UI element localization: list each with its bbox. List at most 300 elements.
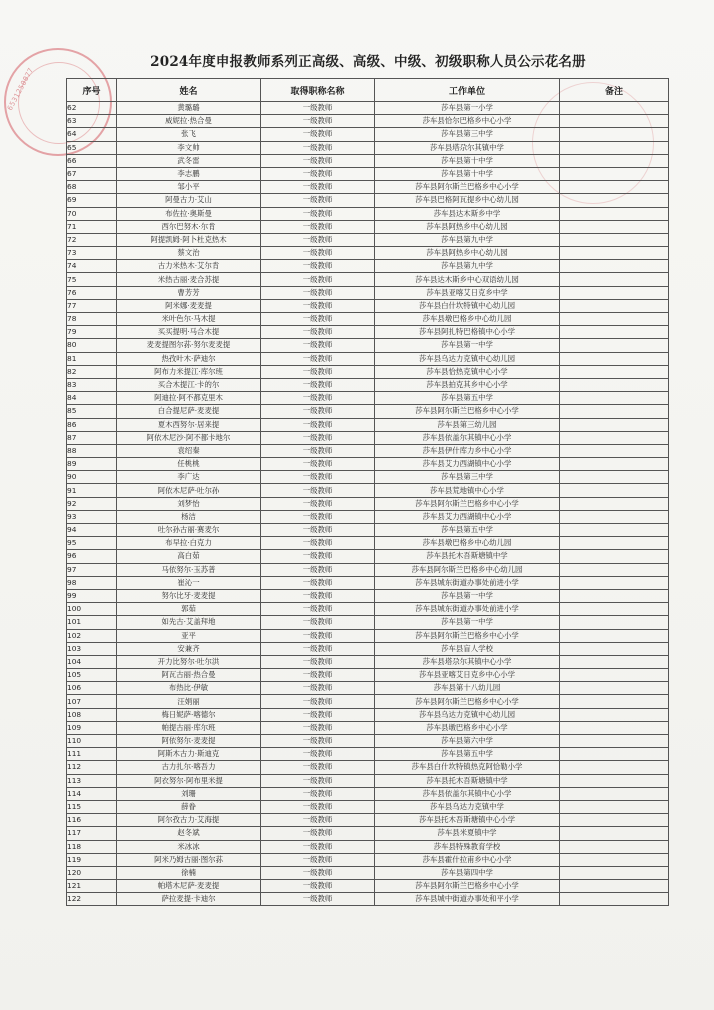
- row-unit: 莎车县城中街道办事处和平小学: [375, 893, 560, 906]
- row-number: 95: [67, 537, 117, 550]
- row-number: 76: [67, 286, 117, 299]
- row-number: 111: [67, 748, 117, 761]
- row-note: [560, 563, 669, 576]
- row-unit: 莎车县依盖尔其镇中心小学: [375, 431, 560, 444]
- table-row: [67, 603, 669, 616]
- table-row: [67, 233, 669, 246]
- row-name: 郭茹: [117, 603, 261, 616]
- table-row: [67, 814, 669, 827]
- row-title: 一级教师: [261, 761, 375, 774]
- row-number: 77: [67, 299, 117, 312]
- row-note: [560, 260, 669, 273]
- table-row: [67, 853, 669, 866]
- row-note: [560, 774, 669, 787]
- row-number: 84: [67, 392, 117, 405]
- row-name: 米冰冰: [117, 840, 261, 853]
- row-unit: 莎车县第三幼儿园: [375, 418, 560, 431]
- row-unit: 莎车县阿尔斯兰巴格乡中心小学: [375, 497, 560, 510]
- row-unit: 莎车县亚喀艾日克乡中心小学: [375, 669, 560, 682]
- table-row: [67, 141, 669, 154]
- table-row: [67, 748, 669, 761]
- table-row: [67, 497, 669, 510]
- row-title: 一级教师: [261, 352, 375, 365]
- row-number: 87: [67, 431, 117, 444]
- table-row: [67, 154, 669, 167]
- row-number: 122: [67, 893, 117, 906]
- row-number: 67: [67, 167, 117, 180]
- row-name: 如先古·艾盖拜地: [117, 616, 261, 629]
- row-note: [560, 642, 669, 655]
- table-row: [67, 392, 669, 405]
- table-row: [67, 431, 669, 444]
- table-row: [67, 800, 669, 813]
- row-name: 薛眷: [117, 800, 261, 813]
- row-number: 92: [67, 497, 117, 510]
- document-title: 2024年度申报教师系列正高级、高级、中级、初级职称人员公示花名册: [150, 54, 586, 70]
- row-note: [560, 537, 669, 550]
- row-name: 刘梦怡: [117, 497, 261, 510]
- row-name: 李广达: [117, 471, 261, 484]
- row-number: 114: [67, 787, 117, 800]
- table-row: [67, 708, 669, 721]
- row-number: 72: [67, 233, 117, 246]
- row-number: 64: [67, 128, 117, 141]
- row-number: 88: [67, 444, 117, 457]
- row-name: 武冬雷: [117, 154, 261, 167]
- row-number: 89: [67, 458, 117, 471]
- table-row: [67, 365, 669, 378]
- row-title: 一级教师: [261, 589, 375, 602]
- row-note: [560, 616, 669, 629]
- row-note: [560, 721, 669, 734]
- row-title: 一级教师: [261, 233, 375, 246]
- row-note: [560, 589, 669, 602]
- row-number: 112: [67, 761, 117, 774]
- row-title: 一级教师: [261, 484, 375, 497]
- row-title: 一级教师: [261, 167, 375, 180]
- row-note: [560, 286, 669, 299]
- row-name: 高白茹: [117, 550, 261, 563]
- table-row: [67, 576, 669, 589]
- table-row: [67, 181, 669, 194]
- row-unit: 莎车县托木吾斯塘镇中学: [375, 550, 560, 563]
- row-note: [560, 761, 669, 774]
- row-name: 刘珊: [117, 787, 261, 800]
- row-note: [560, 102, 669, 115]
- row-title: 一级教师: [261, 682, 375, 695]
- row-unit: 莎车县城东街道办事处前进小学: [375, 576, 560, 589]
- row-unit: 莎车县拍克其乡中心小学: [375, 378, 560, 391]
- row-note: [560, 326, 669, 339]
- row-name: 安兼齐: [117, 642, 261, 655]
- row-title: 一级教师: [261, 220, 375, 233]
- row-name: 夏木西努尔·居来提: [117, 418, 261, 431]
- table-row: [67, 642, 669, 655]
- table-row: [67, 840, 669, 853]
- row-note: [560, 167, 669, 180]
- row-note: [560, 194, 669, 207]
- row-number: 108: [67, 708, 117, 721]
- row-name: 布热比·伊敏: [117, 682, 261, 695]
- row-note: [560, 814, 669, 827]
- row-name: 袁绍秦: [117, 444, 261, 457]
- row-unit: 莎车县第五中学: [375, 392, 560, 405]
- table-row: [67, 774, 669, 787]
- row-number: 81: [67, 352, 117, 365]
- row-note: [560, 444, 669, 457]
- row-number: 93: [67, 510, 117, 523]
- row-unit: 莎车县阿尔斯兰巴格乡中心小学: [375, 629, 560, 642]
- row-unit: 莎车县乌达力克镇中学: [375, 800, 560, 813]
- row-unit: 莎车县第四中学: [375, 866, 560, 879]
- row-note: [560, 550, 669, 563]
- row-note: [560, 866, 669, 879]
- row-note: [560, 365, 669, 378]
- row-name: 开力比努尔·吐尔洪: [117, 655, 261, 668]
- row-note: [560, 431, 669, 444]
- row-title: 一级教师: [261, 286, 375, 299]
- row-note: [560, 510, 669, 523]
- row-note: [560, 748, 669, 761]
- row-unit: 莎车县城东街道办事处前进小学: [375, 603, 560, 616]
- row-unit: 莎车县第一中学: [375, 589, 560, 602]
- row-unit: 莎车县艾力西湖镇中心小学: [375, 510, 560, 523]
- row-unit: 莎车县伊什库力乡中心小学: [375, 444, 560, 457]
- row-name: 阿米乃姆古丽·图尔荪: [117, 853, 261, 866]
- row-number: 74: [67, 260, 117, 273]
- row-unit: 莎车县塔尕尔其镇中学: [375, 141, 560, 154]
- table-row: [67, 220, 669, 233]
- row-unit: 莎车县第一小学: [375, 102, 560, 115]
- table-row: [67, 260, 669, 273]
- table-body: [67, 102, 669, 906]
- row-unit: 莎车县第三中学: [375, 471, 560, 484]
- row-note: [560, 827, 669, 840]
- table-row: [67, 128, 669, 141]
- row-title: 一级教师: [261, 471, 375, 484]
- row-unit: 莎车县阿热乡中心幼儿园: [375, 220, 560, 233]
- row-title: 一级教师: [261, 563, 375, 576]
- row-title: 一级教师: [261, 326, 375, 339]
- table-row: [67, 194, 669, 207]
- row-title: 一级教师: [261, 154, 375, 167]
- row-title: 一级教师: [261, 299, 375, 312]
- row-note: [560, 497, 669, 510]
- row-unit: 莎车县依盖尔其镇中心小学: [375, 787, 560, 800]
- row-note: [560, 787, 669, 800]
- roster-table: [66, 78, 669, 906]
- table-row: [67, 563, 669, 576]
- row-unit: 莎车县第一中学: [375, 339, 560, 352]
- row-title: 一级教师: [261, 365, 375, 378]
- row-unit: 莎车县第三中学: [375, 128, 560, 141]
- row-unit: 莎车县第九中学: [375, 260, 560, 273]
- table-row: [67, 418, 669, 431]
- row-title: 一级教师: [261, 814, 375, 827]
- row-title: 一级教师: [261, 629, 375, 642]
- row-number: 79: [67, 326, 117, 339]
- table-row: [67, 629, 669, 642]
- row-unit: 莎车县达木斯乡中心双语幼儿园: [375, 273, 560, 286]
- row-note: [560, 181, 669, 194]
- row-unit: 莎车县米夏镇中学: [375, 827, 560, 840]
- table-row: [67, 537, 669, 550]
- row-unit: 莎车县墩巴格乡中心幼儿园: [375, 537, 560, 550]
- row-note: [560, 695, 669, 708]
- table-row: [67, 735, 669, 748]
- row-name: 布佐拉·奥斯曼: [117, 207, 261, 220]
- table-row: [67, 655, 669, 668]
- row-number: 94: [67, 524, 117, 537]
- row-title: 一级教师: [261, 787, 375, 800]
- row-name: 萨拉麦提·卡迪尔: [117, 893, 261, 906]
- row-note: [560, 708, 669, 721]
- row-name: 任桃桃: [117, 458, 261, 471]
- row-note: [560, 299, 669, 312]
- row-unit: 莎车县亚喀艾日克乡中学: [375, 286, 560, 299]
- table-row: [67, 115, 669, 128]
- row-note: [560, 484, 669, 497]
- row-title: 一级教师: [261, 695, 375, 708]
- table-row: [67, 471, 669, 484]
- row-name: 阿依木尼萨·吐尔孙: [117, 484, 261, 497]
- row-title: 一级教师: [261, 603, 375, 616]
- row-note: [560, 629, 669, 642]
- row-number: 97: [67, 563, 117, 576]
- row-unit: 莎车县第十中学: [375, 167, 560, 180]
- row-unit: 莎车县阿热乡中心幼儿园: [375, 247, 560, 260]
- row-name: 布早拉·白克力: [117, 537, 261, 550]
- row-title: 一级教师: [261, 497, 375, 510]
- row-title: 一级教师: [261, 431, 375, 444]
- row-number: 98: [67, 576, 117, 589]
- row-name: 阿布力米提江·库尔班: [117, 365, 261, 378]
- row-name: 麦麦提图尔荪·努尔麦麦提: [117, 339, 261, 352]
- row-title: 一级教师: [261, 774, 375, 787]
- row-note: [560, 603, 669, 616]
- table-row: [67, 524, 669, 537]
- row-name: 西尔巴努木·尔肯: [117, 220, 261, 233]
- row-name: 张飞: [117, 128, 261, 141]
- table-row: [67, 247, 669, 260]
- row-name: 阿依努尔·麦麦提: [117, 735, 261, 748]
- row-unit: 莎车县阿扎特巴格镇中心小学: [375, 326, 560, 339]
- row-unit: 莎车县盲人学校: [375, 642, 560, 655]
- row-note: [560, 247, 669, 260]
- row-note: [560, 669, 669, 682]
- row-title: 一级教师: [261, 576, 375, 589]
- row-title: 一级教师: [261, 827, 375, 840]
- table-row: [67, 866, 669, 879]
- row-unit: 莎车县恰尔巴格乡中心小学: [375, 115, 560, 128]
- row-title: 一级教师: [261, 880, 375, 893]
- row-note: [560, 392, 669, 405]
- row-note: [560, 220, 669, 233]
- row-title: 一级教师: [261, 418, 375, 431]
- row-title: 一级教师: [261, 207, 375, 220]
- row-number: 90: [67, 471, 117, 484]
- table-row: [67, 484, 669, 497]
- row-number: 117: [67, 827, 117, 840]
- row-unit: 莎车县阿尔斯兰巴格乡中心小学: [375, 181, 560, 194]
- row-note: [560, 418, 669, 431]
- row-name: 亚平: [117, 629, 261, 642]
- row-name: 白合提尼萨·麦麦提: [117, 405, 261, 418]
- header-title: 取得职称名称: [261, 79, 375, 102]
- row-title: 一级教师: [261, 260, 375, 273]
- row-name: 买合木提江·卡的尔: [117, 378, 261, 391]
- row-note: [560, 141, 669, 154]
- row-name: 阿衣努尔·阿布里米提: [117, 774, 261, 787]
- row-title: 一级教师: [261, 524, 375, 537]
- row-unit: 莎车县墩巴格乡中心小学: [375, 721, 560, 734]
- table-row: [67, 352, 669, 365]
- row-number: 62: [67, 102, 117, 115]
- row-number: 119: [67, 853, 117, 866]
- row-note: [560, 735, 669, 748]
- row-title: 一级教师: [261, 853, 375, 866]
- row-number: 113: [67, 774, 117, 787]
- row-unit: 莎车县第五中学: [375, 748, 560, 761]
- table-row: [67, 102, 669, 115]
- row-number: 96: [67, 550, 117, 563]
- row-note: [560, 352, 669, 365]
- row-title: 一级教师: [261, 616, 375, 629]
- row-note: [560, 128, 669, 141]
- row-name: 阿提凯姆·阿卜杜克热木: [117, 233, 261, 246]
- table-row: [67, 880, 669, 893]
- header-no: 序号: [67, 79, 117, 102]
- row-number: 116: [67, 814, 117, 827]
- row-number: 66: [67, 154, 117, 167]
- row-unit: 莎车县第十中学: [375, 154, 560, 167]
- row-title: 一级教师: [261, 405, 375, 418]
- row-name: 古力扎尔·喀吾力: [117, 761, 261, 774]
- table-row: [67, 326, 669, 339]
- row-title: 一级教师: [261, 273, 375, 286]
- row-name: 阿曼古力·艾山: [117, 194, 261, 207]
- row-number: 105: [67, 669, 117, 682]
- row-number: 99: [67, 589, 117, 602]
- table-row: [67, 787, 669, 800]
- row-note: [560, 524, 669, 537]
- row-title: 一级教师: [261, 550, 375, 563]
- row-title: 一级教师: [261, 866, 375, 879]
- row-number: 69: [67, 194, 117, 207]
- row-name: 米叶色尔·马木提: [117, 313, 261, 326]
- row-name: 阿尔孜古力·艾海提: [117, 814, 261, 827]
- header-unit: 工作单位: [375, 79, 560, 102]
- row-number: 115: [67, 800, 117, 813]
- row-unit: 莎车县阿尔斯兰巴格乡中心小学: [375, 405, 560, 418]
- table-row: [67, 313, 669, 326]
- row-name: 买买提明·马合木提: [117, 326, 261, 339]
- row-name: 黄璐璐: [117, 102, 261, 115]
- row-name: 热孜叶木·萨迪尔: [117, 352, 261, 365]
- row-title: 一级教师: [261, 510, 375, 523]
- row-name: 邹小平: [117, 181, 261, 194]
- table-row: [67, 444, 669, 457]
- row-unit: 莎车县特殊教育学校: [375, 840, 560, 853]
- row-note: [560, 115, 669, 128]
- row-number: 82: [67, 365, 117, 378]
- header-note: 备注: [560, 79, 669, 102]
- row-unit: 莎车县第六中学: [375, 735, 560, 748]
- table-row: [67, 405, 669, 418]
- row-unit: 莎车县艾力西湖镇中心小学: [375, 458, 560, 471]
- row-title: 一级教师: [261, 115, 375, 128]
- row-name: 杨洁: [117, 510, 261, 523]
- header-name: 姓名: [117, 79, 261, 102]
- row-unit: 莎车县恰热克镇中心小学: [375, 365, 560, 378]
- row-title: 一级教师: [261, 339, 375, 352]
- row-unit: 莎车县阿尔斯兰巴格乡中心小学: [375, 880, 560, 893]
- row-unit: 莎车县阿尔斯兰巴格乡中心小学: [375, 695, 560, 708]
- row-name: 李志鹏: [117, 167, 261, 180]
- row-number: 104: [67, 655, 117, 668]
- table-row: [67, 695, 669, 708]
- row-note: [560, 313, 669, 326]
- table-row: [67, 669, 669, 682]
- row-title: 一级教师: [261, 735, 375, 748]
- seal-code: 6531250077: [6, 66, 36, 112]
- row-number: 107: [67, 695, 117, 708]
- row-number: 110: [67, 735, 117, 748]
- row-name: 李文帅: [117, 141, 261, 154]
- row-title: 一级教师: [261, 669, 375, 682]
- table-row: [67, 299, 669, 312]
- row-title: 一级教师: [261, 458, 375, 471]
- row-title: 一级教师: [261, 181, 375, 194]
- row-name: 阿依木尼沙·阿不都卡地尔: [117, 431, 261, 444]
- row-name: 阿斯木古力·斯迪克: [117, 748, 261, 761]
- table-row: [67, 286, 669, 299]
- row-unit: 莎车县乌达力克镇中心幼儿园: [375, 352, 560, 365]
- row-note: [560, 273, 669, 286]
- row-name: 帕提古丽·库尔班: [117, 721, 261, 734]
- row-title: 一级教师: [261, 444, 375, 457]
- table-row: [67, 589, 669, 602]
- row-name: 努尔比牙·麦麦提: [117, 589, 261, 602]
- row-number: 100: [67, 603, 117, 616]
- row-name: 崔沁一: [117, 576, 261, 589]
- row-note: [560, 207, 669, 220]
- row-number: 63: [67, 115, 117, 128]
- row-note: [560, 471, 669, 484]
- row-name: 汪娟丽: [117, 695, 261, 708]
- row-note: [560, 576, 669, 589]
- row-name: 帕塔木尼萨·麦麦提: [117, 880, 261, 893]
- row-unit: 莎车县白什坎特镇热克阿恰勒小学: [375, 761, 560, 774]
- row-number: 78: [67, 313, 117, 326]
- row-note: [560, 378, 669, 391]
- row-name: 阿米娜·麦麦提: [117, 299, 261, 312]
- table-row: [67, 378, 669, 391]
- row-note: [560, 853, 669, 866]
- row-title: 一级教师: [261, 655, 375, 668]
- row-title: 一级教师: [261, 392, 375, 405]
- row-number: 65: [67, 141, 117, 154]
- row-number: 109: [67, 721, 117, 734]
- row-title: 一级教师: [261, 800, 375, 813]
- row-unit: 莎车县荒地镇中心小学: [375, 484, 560, 497]
- row-number: 121: [67, 880, 117, 893]
- row-number: 80: [67, 339, 117, 352]
- table-row: [67, 761, 669, 774]
- row-number: 91: [67, 484, 117, 497]
- table-row: [67, 167, 669, 180]
- row-title: 一级教师: [261, 141, 375, 154]
